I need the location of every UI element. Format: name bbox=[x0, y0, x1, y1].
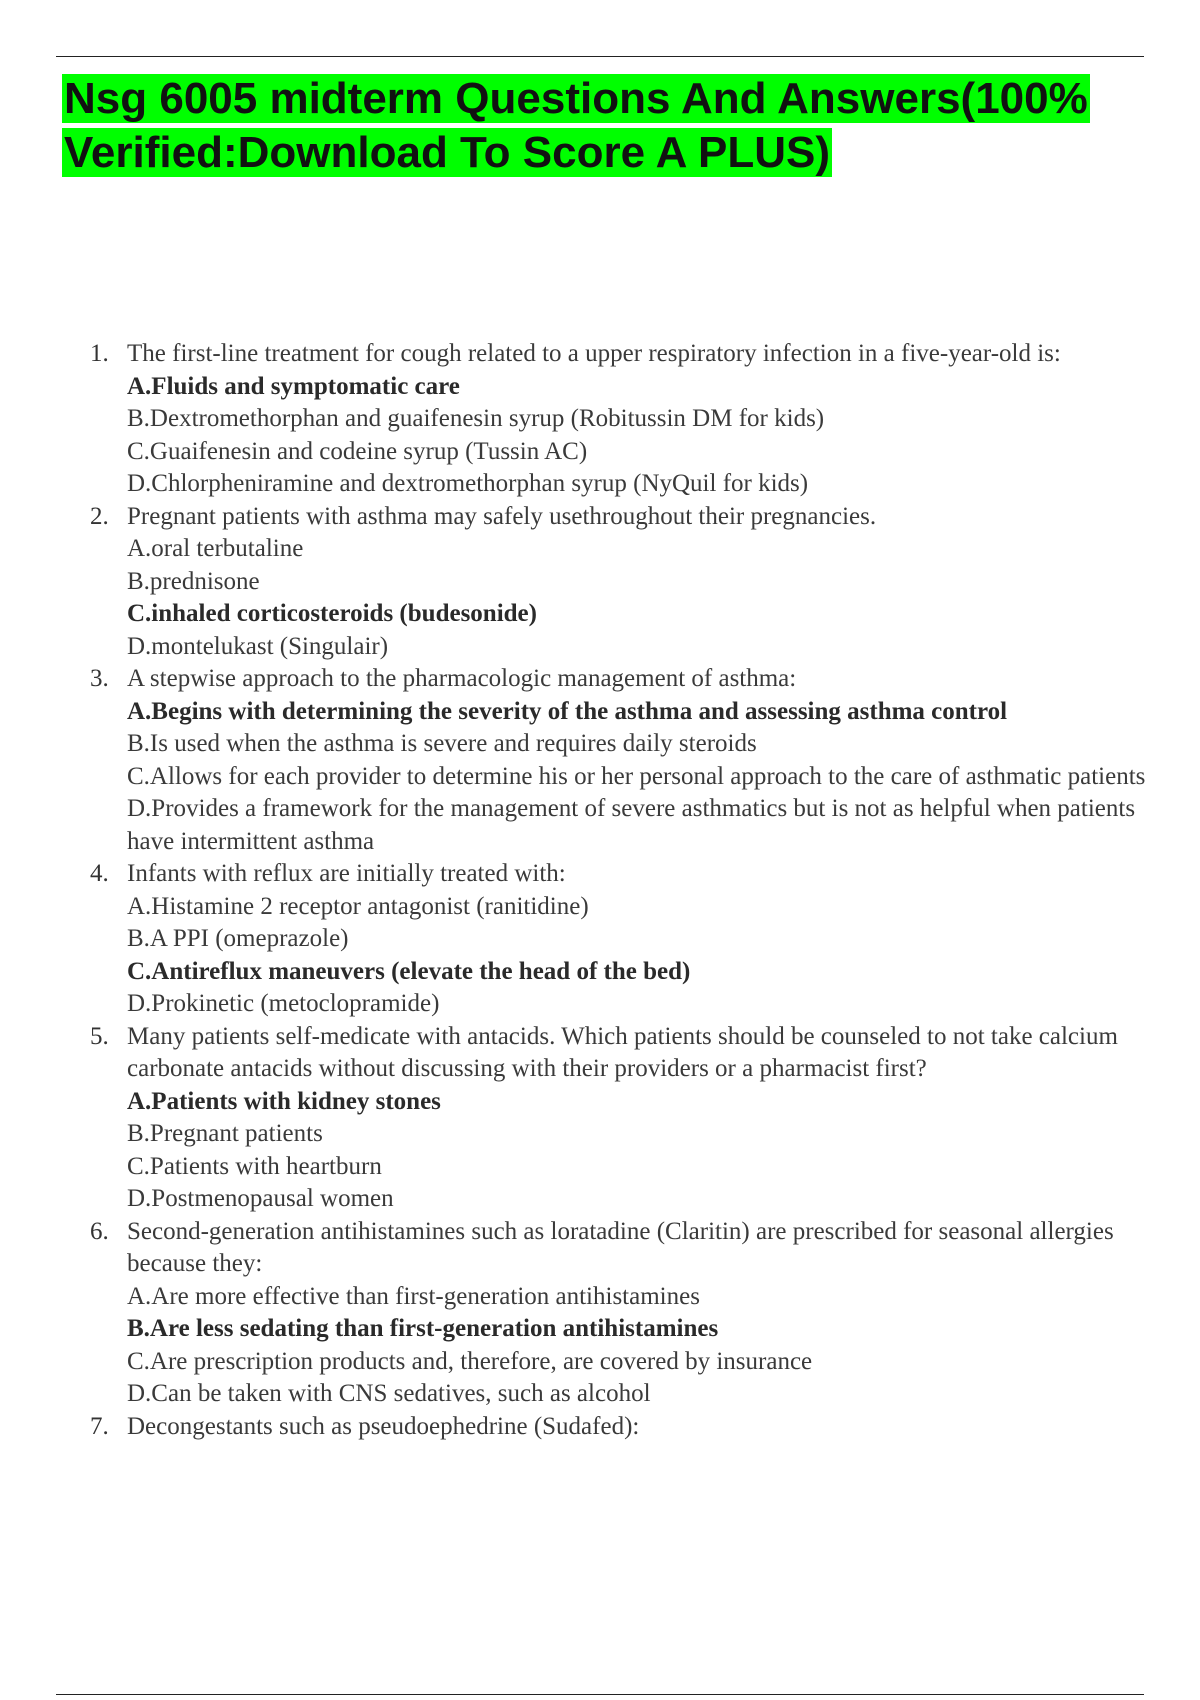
answer-option-correct: A.Patients with kidney stones bbox=[127, 1087, 441, 1115]
question-1 bbox=[0, 338, 1200, 501]
question-text: A stepwise approach to the pharmacologic management of asthma: bbox=[127, 665, 797, 692]
answer-option: D.montelukast (Singulair) bbox=[127, 632, 389, 660]
question-6 bbox=[0, 1216, 1200, 1411]
answer-option: D.Can be taken with CNS sedatives, such as alcohol bbox=[127, 1380, 651, 1407]
answer-option: B.prednisone bbox=[127, 567, 260, 595]
answer-option: C.Patients with heartburn bbox=[127, 1152, 382, 1180]
answer-option-correct: A.Fluids and symptomatic care bbox=[127, 372, 460, 400]
question-number: 4. bbox=[90, 860, 109, 887]
answer-option: D.Chlorpheniramine and dextromethorphan syrup (NyQuil for kids) bbox=[127, 470, 809, 497]
answer-option: D.Provides a framework for the management of severe asthmatics but is not as helpful when patients have intermittent asthma bbox=[127, 795, 1136, 855]
answer-option-correct: C.Antireflux maneuvers (elevate the head of the bed) bbox=[127, 957, 691, 985]
question-4 bbox=[0, 858, 1200, 1021]
answer-option-correct: A.Begins with determining the severity of the asthma and assessing asthma control bbox=[127, 697, 1008, 725]
document-title bbox=[62, 72, 1162, 180]
question-text: Many patients self-medicate with antacids. Which patients should be counseled to not take calcium carbonate antacids without discussing with their providers or a pharmacist first? bbox=[127, 1022, 1118, 1082]
answer-option: B.Dextromethorphan and guaifenesin syrup (Robitussin DM for kids) bbox=[127, 405, 825, 432]
answer-option: A.oral terbutaline bbox=[127, 535, 304, 562]
question-text: Second-generation antihistamines such as loratadine (Claritin) are prescribed for seasonal allergies because they: bbox=[127, 1217, 1114, 1277]
question-number: 7. bbox=[90, 1412, 109, 1440]
answer-option-correct: B.Are less sedating than first-generation antihistamines bbox=[127, 1315, 719, 1342]
question-number: 5. bbox=[90, 1022, 109, 1050]
question-number: 6. bbox=[90, 1217, 109, 1245]
answer-option: D.Postmenopausal women bbox=[127, 1185, 394, 1212]
question-number: 3. bbox=[90, 665, 109, 692]
answer-option: D.Prokinetic (metoclopramide) bbox=[127, 990, 440, 1017]
top-rule bbox=[56, 56, 1144, 57]
answer-option: A.Histamine 2 receptor antagonist (ranitidine) bbox=[127, 892, 589, 920]
question-2 bbox=[0, 501, 1200, 664]
answer-option: A.Are more effective than first-generation antihistamines bbox=[127, 1282, 700, 1310]
answer-option: B.A PPI (omeprazole) bbox=[127, 925, 349, 952]
question-3 bbox=[0, 663, 1200, 858]
question-number: 2. bbox=[90, 502, 109, 530]
question-text: Decongestants such as pseudoephedrine (Sudafed): bbox=[127, 1412, 640, 1440]
question-text: The first-line treatment for cough related to a upper respiratory infection in a five-year-old is: bbox=[127, 340, 1061, 367]
title-highlight: Nsg 6005 midterm Questions And Answers(100% Verified:Download To Score A PLUS) bbox=[64, 74, 1088, 177]
question-5 bbox=[0, 1021, 1200, 1216]
question-text: Infants with reflux are initially treated with: bbox=[127, 860, 566, 887]
question-list bbox=[0, 338, 1200, 1443]
answer-option: C.Allows for each provider to determine his or her personal approach to the care of asthmatic patients bbox=[127, 762, 1146, 790]
bottom-rule bbox=[56, 1694, 1144, 1695]
question-7 bbox=[0, 1411, 1200, 1444]
question-number: 1. bbox=[90, 340, 109, 367]
answer-option: C.Guaifenesin and codeine syrup (Tussin AC) bbox=[127, 437, 588, 465]
answer-option: C.Are prescription products and, therefore, are covered by insurance bbox=[127, 1347, 813, 1375]
answer-option-correct: C.inhaled corticosteroids (budesonide) bbox=[127, 600, 537, 627]
question-text: Pregnant patients with asthma may safely usethroughout their pregnancies. bbox=[127, 502, 877, 530]
answer-option: B.Pregnant patients bbox=[127, 1120, 323, 1147]
answer-option: B.Is used when the asthma is severe and requires daily steroids bbox=[127, 730, 757, 757]
